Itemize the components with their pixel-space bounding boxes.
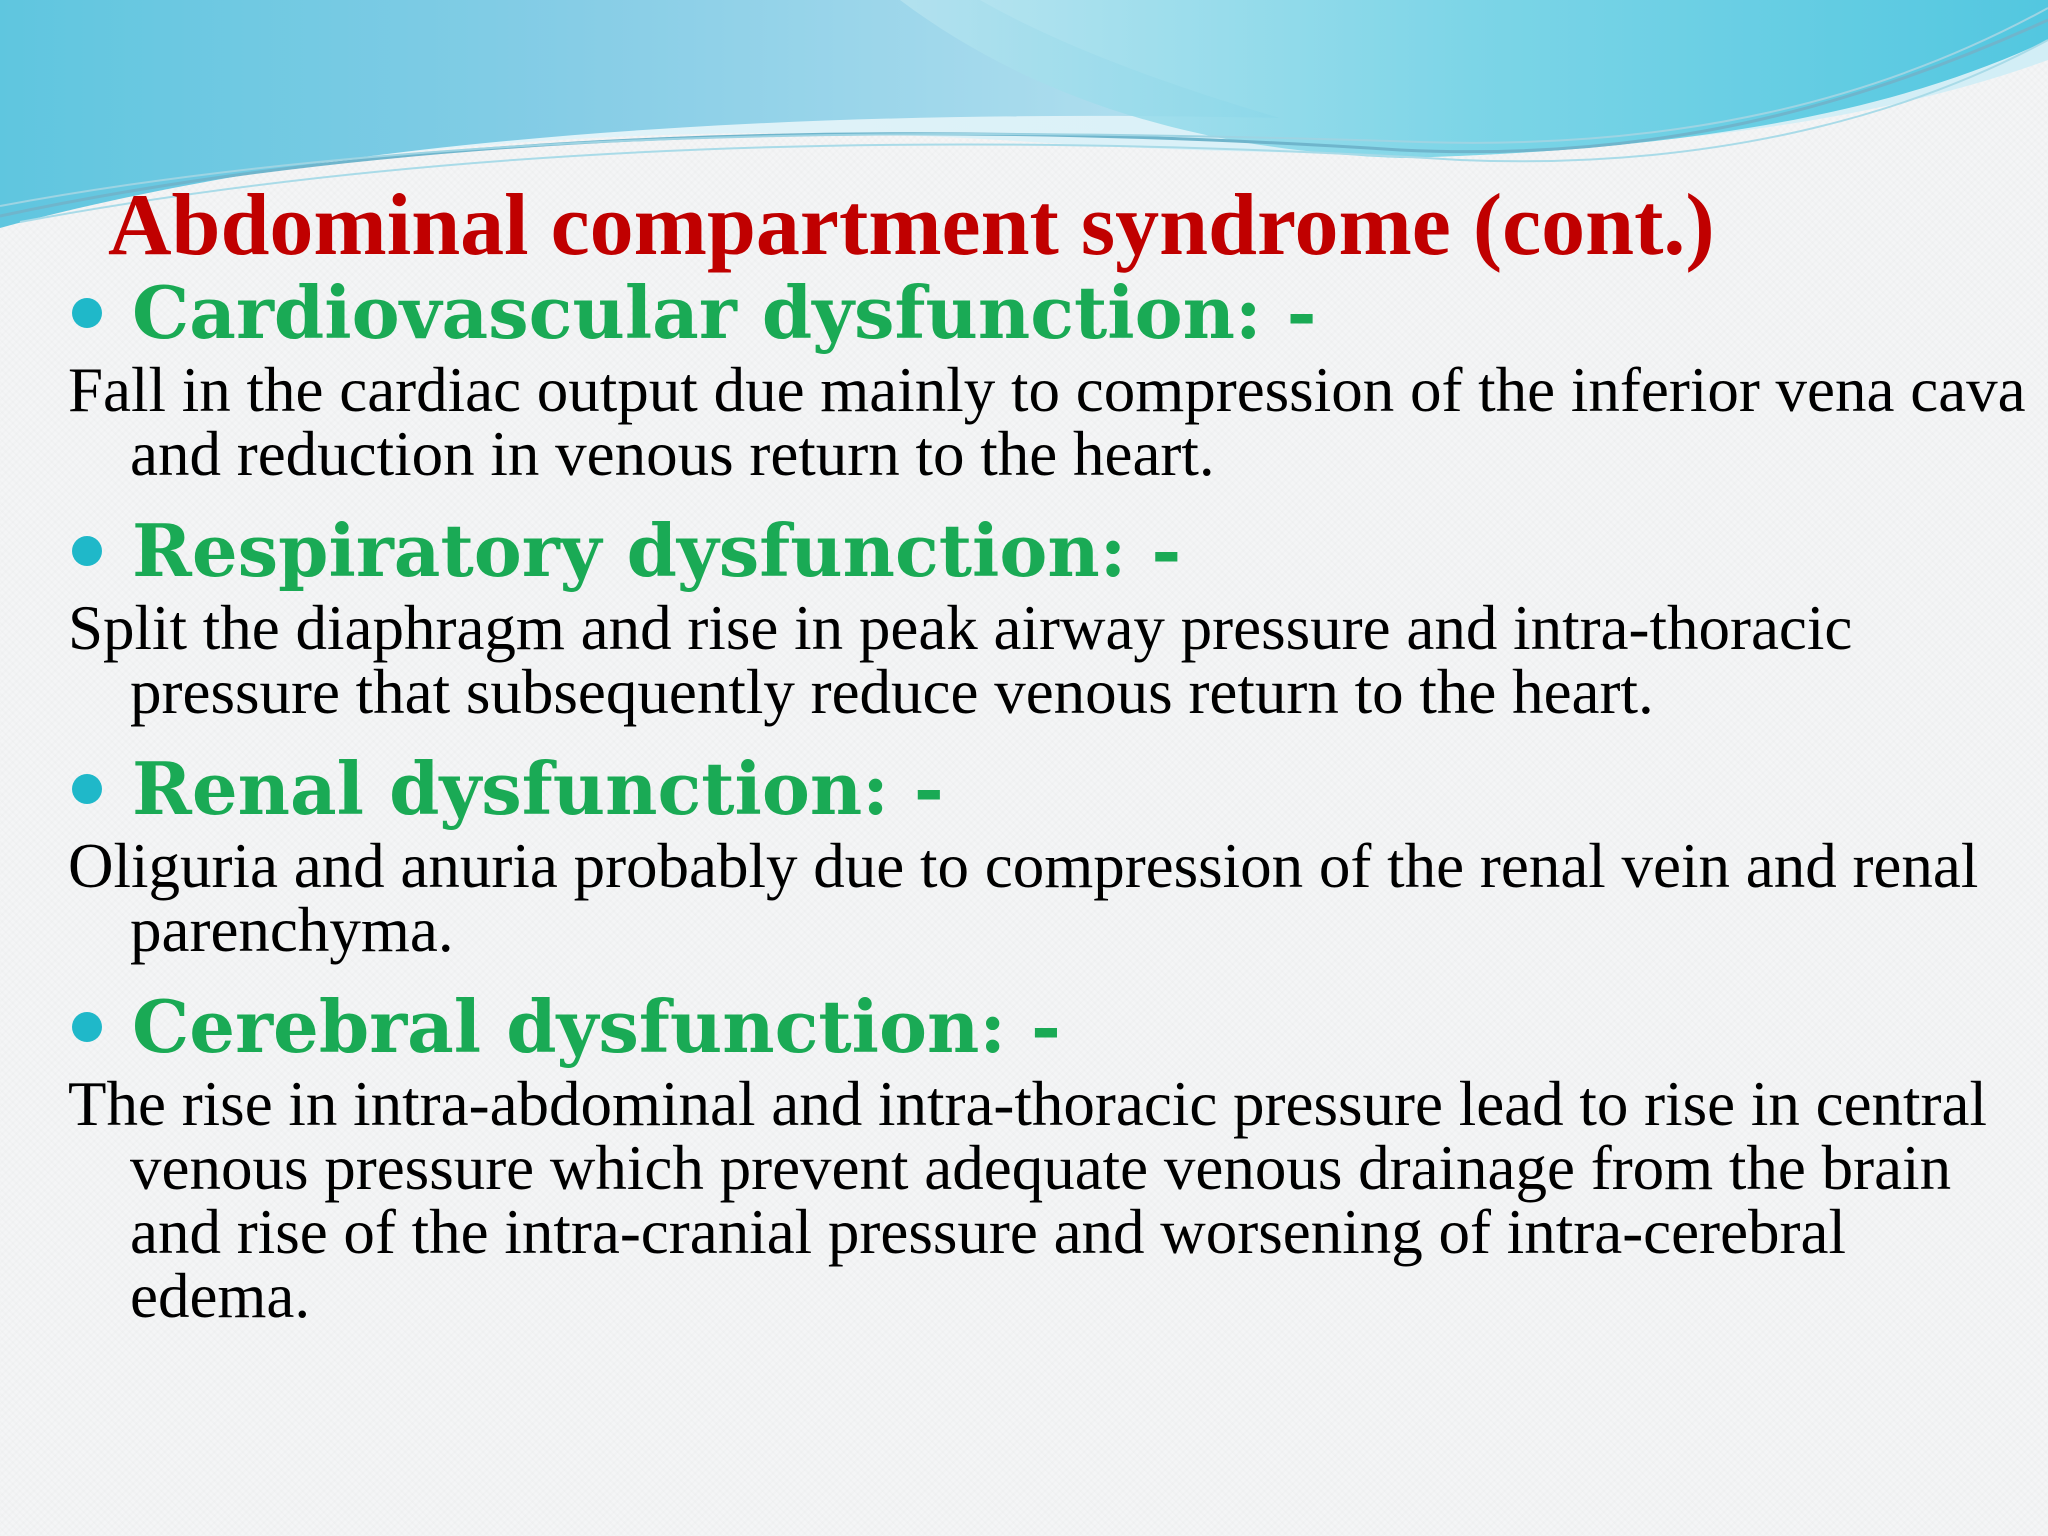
section-heading-cerebral bbox=[68, 982, 2028, 1072]
slide-title: Abdominal compartment syndrome (cont.) bbox=[108, 177, 1715, 274]
heading-text: Cerebral dysfunction: - bbox=[132, 984, 1061, 1069]
heading-text: Cardiovascular dysfunction: - bbox=[132, 270, 1317, 355]
bullet-icon bbox=[72, 774, 102, 804]
section-text-cerebral: The rise in intra-abdominal and intra-thoracic pressure lead to rise in central venous pressure which prevent adequate venous drainage from the brain and rise of the intra-cranial pressure and worsening of intra-cerebral edema. bbox=[68, 1069, 1987, 1331]
bullet-icon bbox=[72, 1012, 102, 1042]
section-heading-cardiovascular bbox=[68, 268, 2028, 358]
heading-text: Respiratory dysfunction: - bbox=[132, 508, 1182, 593]
bullet-icon bbox=[72, 298, 102, 328]
slide-content bbox=[68, 268, 2028, 1348]
section-text-respiratory: Split the diaphragm and rise in peak airway pressure and intra-thoracic pressure that subsequently reduce venous return to the heart. bbox=[68, 593, 1853, 727]
section-text-renal: Oliguria and anuria probably due to compression of the renal vein and renal parenchyma. bbox=[68, 831, 1979, 965]
section-heading-respiratory bbox=[68, 506, 2028, 596]
heading-text: Renal dysfunction: - bbox=[132, 746, 944, 831]
section-heading-renal bbox=[68, 744, 2028, 834]
bullet-icon bbox=[72, 536, 102, 566]
section-text-cardiovascular: Fall in the cardiac output due mainly to compression of the inferior vena cava and reduction in venous return to the heart. bbox=[68, 355, 2026, 489]
